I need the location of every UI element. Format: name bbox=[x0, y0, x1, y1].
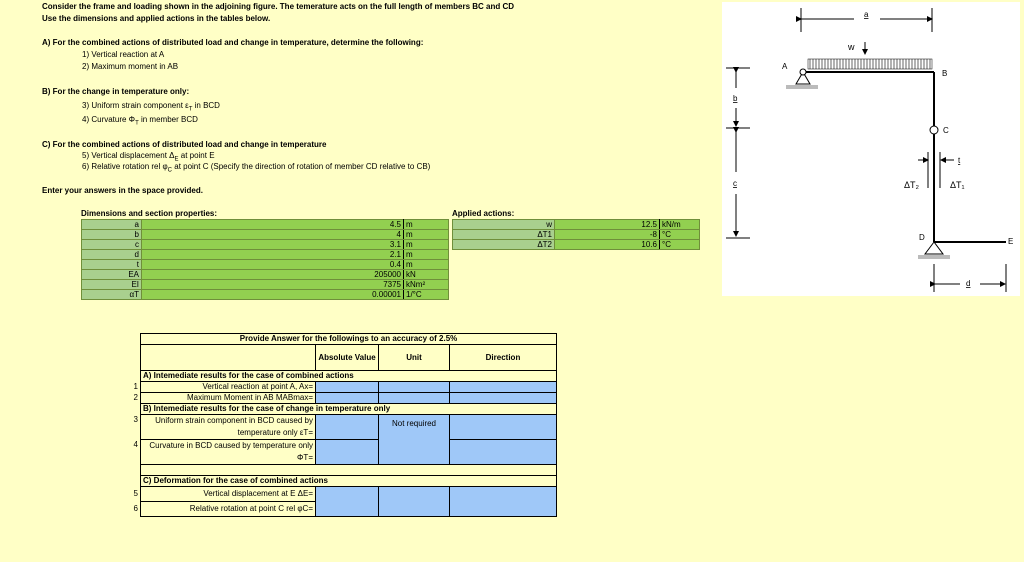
applied-row-dt1: ΔT1 -8 °C bbox=[453, 230, 700, 240]
q2-direction-input[interactable] bbox=[450, 393, 557, 404]
label-d: d bbox=[966, 279, 971, 288]
question-3-text: 3) Uniform strain component $\varepsilon_T$ in BCD bbox=[82, 101, 220, 113]
applied-row-dt2: ΔT2 10.6 °C bbox=[453, 240, 700, 250]
ground-hatch-d bbox=[918, 255, 950, 259]
q6-label: Relative rotation at point C rel φC= bbox=[141, 502, 316, 517]
label-t: t bbox=[958, 156, 961, 165]
intro-line-2: Use the dimensions and applied actions in the tables below. bbox=[42, 14, 271, 23]
q1-unit-input[interactable] bbox=[379, 382, 450, 393]
label-B: B bbox=[942, 69, 948, 78]
applied-row-w: w 12.5 kN/m bbox=[453, 220, 700, 230]
question-5-text: 5) Vertical displacement $\Delta_E$ at point E bbox=[82, 151, 215, 163]
q5-direction-input[interactable] bbox=[450, 487, 557, 517]
label-w: w bbox=[848, 42, 855, 52]
hinge-c bbox=[930, 126, 938, 134]
dim-row-d: d 2.1 m bbox=[82, 250, 449, 260]
q4-label: Curvature in BCD caused by temperature only ΦT= bbox=[141, 440, 316, 465]
question-2-text: 2) Maximum moment in AB bbox=[82, 62, 179, 71]
dimensions-table bbox=[81, 219, 449, 300]
answers-table bbox=[118, 333, 557, 517]
not-required-note: Not required bbox=[379, 415, 450, 465]
answers-section-a: A) Intemediate results for the case of combined actions bbox=[141, 371, 557, 382]
q1-label: Vertical reaction at point A, Ax= bbox=[141, 382, 316, 393]
q3-label: Uniform strain component in BCD caused by temperature only εT= bbox=[141, 415, 316, 440]
question-6-text: 6) Relative rotation rel $\varphi_C$ at point C (Specify the direction of rotation of member CD relative to CB) bbox=[82, 162, 431, 174]
q2-unit-input[interactable] bbox=[379, 393, 450, 404]
label-C: C bbox=[943, 126, 949, 135]
enter-answers-note: Enter your answers in the space provided. bbox=[42, 186, 203, 195]
label-D: D bbox=[919, 233, 925, 242]
answers-title: Provide Answer for the followings to an accuracy of 2.5% bbox=[141, 334, 557, 345]
dim-row-ei: EI 7375 kNm² bbox=[82, 280, 449, 290]
dim-row-a: a 4.5 m bbox=[82, 220, 449, 230]
row-number: 1 bbox=[118, 382, 141, 393]
q1-value-input[interactable] bbox=[316, 382, 379, 393]
row-number: 4 bbox=[118, 440, 141, 465]
dimensions-title: Dimensions and section properties: bbox=[81, 209, 218, 218]
dim-row-alpha: αT 0.00001 1/°C bbox=[82, 290, 449, 300]
q5-value-input[interactable] bbox=[316, 487, 379, 517]
dim-row-ea: EA 205000 kN bbox=[82, 270, 449, 280]
q4-value-input[interactable] bbox=[316, 440, 379, 465]
applied-title: Applied actions: bbox=[452, 209, 515, 218]
pin-support-d bbox=[925, 242, 943, 254]
q5-label: Vertical displacement at E ΔE= bbox=[141, 487, 316, 502]
dim-row-c: c 3.1 m bbox=[82, 240, 449, 250]
section-c-heading: C) For the combined actions of distributed load and change in temperature bbox=[42, 140, 327, 149]
col-absolute-value: Absolute Value bbox=[316, 345, 379, 371]
label-A: A bbox=[782, 62, 788, 71]
q2-value-input[interactable] bbox=[316, 393, 379, 404]
q1-direction-input[interactable] bbox=[450, 382, 557, 393]
row-number: 5 bbox=[118, 487, 141, 502]
answers-section-b: B) Intemediate results for the case of change in temperature only bbox=[141, 404, 557, 415]
question-1-text: 1) Vertical reaction at A bbox=[82, 50, 165, 59]
label-dT1: ΔT₁ bbox=[950, 180, 965, 190]
question-4-text: 4) Curvature $\Phi_T$ in member BCD bbox=[82, 115, 198, 127]
label-b: b bbox=[733, 94, 738, 103]
label-a: a bbox=[864, 10, 869, 19]
q5-unit-input[interactable] bbox=[379, 487, 450, 517]
q2-label: Maximum Moment in AB MABmax= bbox=[141, 393, 316, 404]
label-c: c bbox=[733, 179, 737, 188]
q3-value-input[interactable] bbox=[316, 415, 379, 440]
label-dT2: ΔT₂ bbox=[904, 180, 920, 190]
row-number: 6 bbox=[118, 502, 141, 517]
col-direction: Direction bbox=[450, 345, 557, 371]
row-number: 3 bbox=[118, 415, 141, 440]
col-unit: Unit bbox=[379, 345, 450, 371]
section-a-heading: A) For the combined actions of distributed load and change in temperature, determine the following: bbox=[42, 38, 424, 47]
dim-row-t: t 0.4 m bbox=[82, 260, 449, 270]
row-number: 2 bbox=[118, 393, 141, 404]
applied-table bbox=[452, 219, 700, 250]
label-E: E bbox=[1008, 237, 1014, 246]
q3-direction-input[interactable] bbox=[450, 415, 557, 440]
section-b-heading: B) For the change in temperature only: bbox=[42, 87, 190, 96]
ground-hatch-a bbox=[786, 85, 818, 89]
q4-direction-input[interactable] bbox=[450, 440, 557, 465]
frame-diagram bbox=[722, 2, 1020, 296]
dim-row-b: b 4 m bbox=[82, 230, 449, 240]
answers-section-c: C) Deformation for the case of combined actions bbox=[141, 476, 557, 487]
intro-line-1: Consider the frame and loading shown in the adjoining figure. The temerature acts on the full length of members BC and CD bbox=[42, 2, 515, 11]
